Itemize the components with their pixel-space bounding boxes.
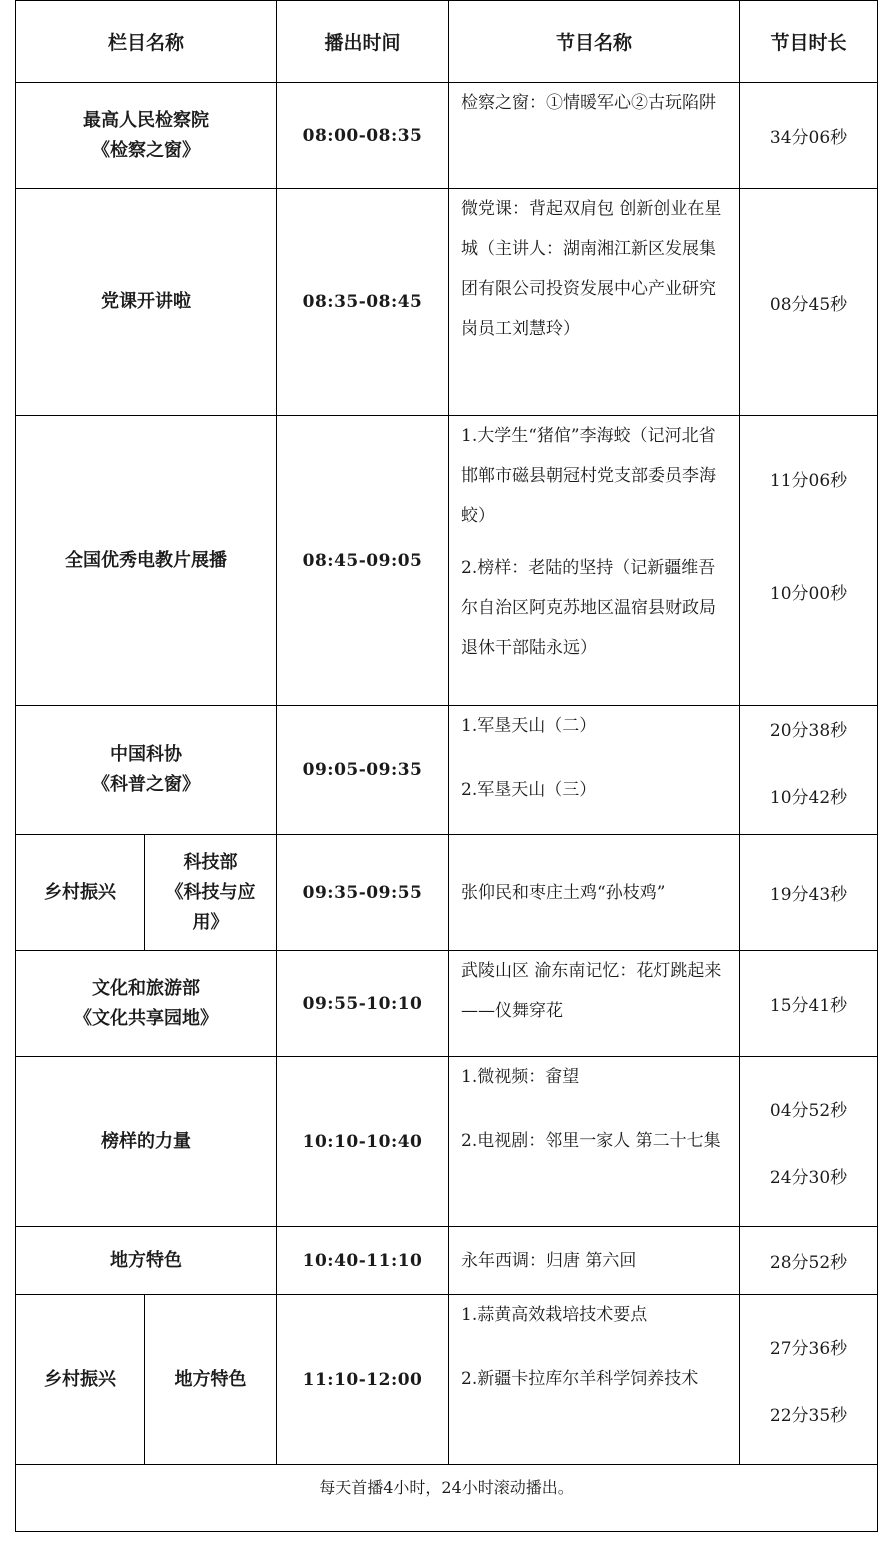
duration-cell [740, 1227, 878, 1295]
program-title: 2.榜样：老陆的坚持（记新疆维吾尔自治区阿克苏地区温宿县财政局退休干部陆永远） [461, 558, 717, 658]
table-row [16, 416, 878, 706]
column-name: 中国科协 [110, 744, 182, 765]
air-time: 08:35-08:45 [277, 189, 449, 416]
header-duration: 节目时长 [740, 1, 878, 83]
table-row [16, 951, 878, 1057]
duration: 20分38秒 [769, 721, 848, 741]
duration: 10分00秒 [769, 584, 848, 604]
duration: 11分06秒 [769, 471, 848, 491]
duration: 04分52秒 [769, 1100, 848, 1121]
air-time: 10:10-10:40 [277, 1057, 449, 1227]
duration: 24分30秒 [769, 1167, 848, 1188]
column-name-left: 乡村振兴 [16, 835, 145, 951]
column-name-cell [16, 189, 277, 416]
duration-cell [740, 951, 878, 1057]
duration: 22分35秒 [769, 1405, 848, 1426]
column-name: 党课开讲啦 [101, 291, 191, 312]
duration: 08分45秒 [769, 294, 848, 315]
duration: 15分41秒 [769, 996, 848, 1016]
air-time: 09:55-10:10 [277, 951, 449, 1057]
column-name-cell [16, 951, 277, 1057]
column-name-sub: 《检察之窗》 [92, 139, 200, 161]
duration: 10分42秒 [769, 788, 848, 808]
duration-cell [740, 706, 878, 835]
column-name-right [145, 1295, 277, 1465]
column-name-sub: 《科技与应 [165, 881, 256, 903]
column-name: 全国优秀电教片展播 [65, 549, 227, 571]
header-column-name: 栏目名称 [16, 1, 277, 83]
column-name-cell [16, 416, 277, 706]
duration-cell [740, 1057, 878, 1227]
schedule-table [15, 0, 878, 1532]
table-row [16, 1057, 878, 1227]
column-name-sub: 用》 [192, 911, 229, 933]
table-row [16, 706, 878, 835]
duration-cell [740, 835, 878, 951]
table-row [16, 835, 878, 951]
air-time: 08:45-09:05 [277, 416, 449, 706]
column-name-cell [16, 706, 277, 835]
program-title: 张仰民和枣庄土鸡“孙枝鸡” [461, 882, 666, 903]
air-time: 08:00-08:35 [277, 83, 449, 189]
air-time: 09:35-09:55 [277, 835, 449, 951]
column-name: 榜样的力量 [101, 1130, 191, 1152]
table-row [16, 189, 878, 416]
column-name-right [145, 835, 277, 951]
air-time: 11:10-12:00 [277, 1295, 449, 1465]
column-name: 最高人民检察院 [83, 109, 209, 131]
table-row [16, 83, 878, 189]
column-name: 文化和旅游部 [92, 977, 200, 999]
program-cell [449, 189, 740, 416]
header-time: 播出时间 [277, 1, 449, 83]
program-cell [449, 83, 740, 189]
program-cell [449, 416, 740, 706]
column-name-sub: 《科普之窗》 [92, 774, 200, 795]
program-title: 1.大学生“猪倌”李海蛟（记河北省邯郸市磁县朝冠村党支部委员李海蛟） [461, 426, 717, 526]
column-name-cell [16, 1057, 277, 1227]
duration-cell [740, 1295, 878, 1465]
program-title: 1.蒜黄高效栽培技术要点 [461, 1305, 648, 1325]
column-name-left: 乡村振兴 [16, 1295, 145, 1465]
duration: 27分36秒 [769, 1338, 848, 1359]
air-time: 10:40-11:10 [277, 1227, 449, 1295]
air-time: 09:05-09:35 [277, 706, 449, 835]
footer-row [16, 1465, 878, 1532]
program-title: 检察之窗：①情暖军心②古玩陷阱 [461, 93, 717, 113]
duration-cell [740, 83, 878, 189]
program-title: 永年西调：归唐 第六回 [461, 1250, 637, 1271]
column-name: 地方特色 [110, 1249, 182, 1271]
program-title: 武陵山区 渝东南记忆：花灯跳起来——仪舞穿花 [461, 961, 722, 1021]
program-title: 2.新疆卡拉库尔羊科学饲养技术 [461, 1369, 699, 1389]
program-title: 2.军垦天山（三） [461, 780, 597, 800]
duration-cell [740, 416, 878, 706]
program-title: 2.电视剧：邻里一家人 第二十七集 [461, 1131, 721, 1151]
duration: 19分43秒 [769, 885, 848, 905]
program-cell [449, 835, 740, 951]
program-cell [449, 951, 740, 1057]
column-name-cell [16, 83, 277, 189]
program-cell [449, 1057, 740, 1227]
column-name: 地方特色 [174, 1368, 247, 1390]
header-row [16, 1, 878, 83]
program-cell [449, 1295, 740, 1465]
column-name: 科技部 [183, 851, 238, 873]
program-cell [449, 706, 740, 835]
table-row [16, 1295, 878, 1465]
header-program: 节目名称 [449, 1, 740, 83]
program-title: 1.军垦天山（二） [461, 716, 597, 736]
duration-cell [740, 189, 878, 416]
program-cell [449, 1227, 740, 1295]
duration: 34分06秒 [769, 128, 848, 148]
program-title: 1.微视频：畲望 [461, 1067, 580, 1087]
program-title: 微党课：背起双肩包 创新创业在星城（主讲人：湖南湘江新区发展集团有限公司投资发展中心产业研究岗员工刘慧玲） [461, 199, 722, 339]
column-name-sub: 《文化共享园地》 [74, 1007, 218, 1029]
column-name-cell [16, 1227, 277, 1295]
footer-note: 每天首播4小时，24小时滚动播出。 [16, 1465, 878, 1532]
duration: 28分52秒 [769, 1253, 848, 1273]
table-row [16, 1227, 878, 1295]
